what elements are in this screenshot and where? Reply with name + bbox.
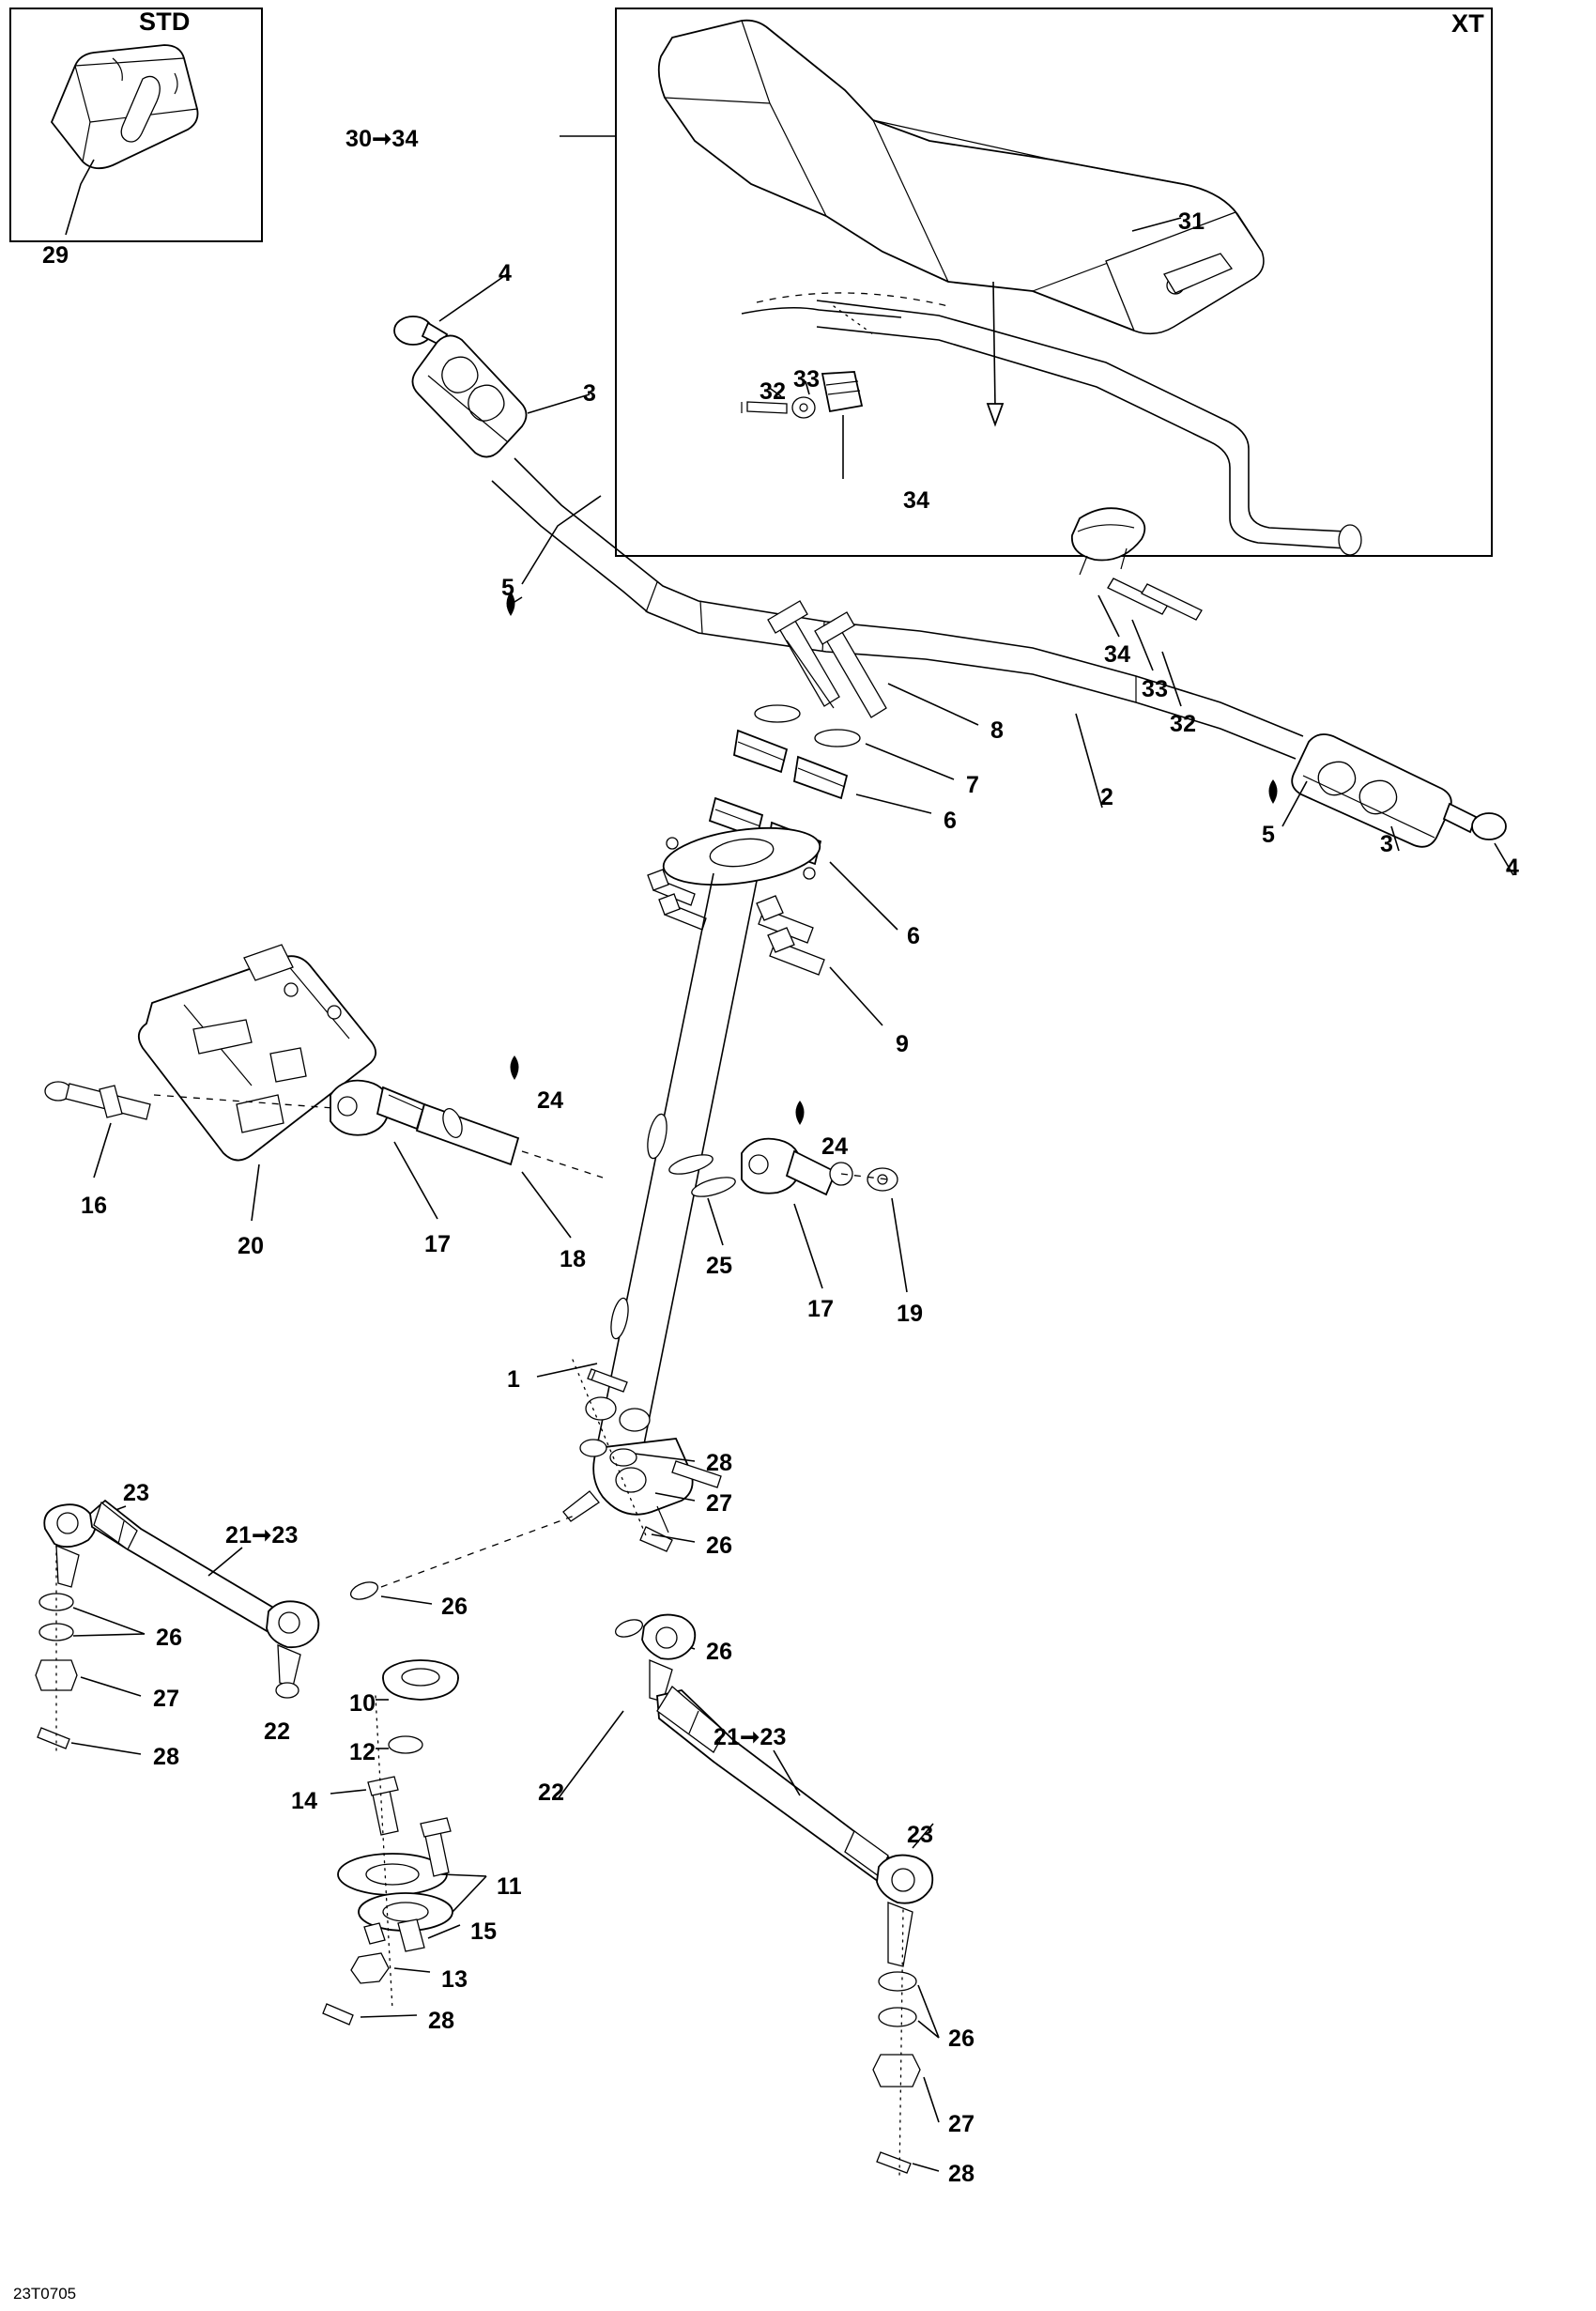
callout-7: 7	[966, 772, 980, 798]
part-8-bolts	[768, 601, 886, 717]
part-9-bolts	[757, 896, 824, 975]
callout-27-top: 27	[706, 1490, 733, 1517]
callout-33-left: 33	[793, 366, 821, 393]
part-22-right-rod	[657, 1687, 894, 1882]
part-23-right-end	[877, 1856, 932, 1966]
callout-19: 19	[897, 1301, 924, 1327]
part-33-32-right	[1108, 578, 1202, 620]
part-7-washers	[755, 705, 860, 747]
callout-32-right: 32	[1170, 711, 1197, 737]
callout-11: 11	[497, 1873, 522, 1900]
callout-26-bottom-right: 26	[948, 2026, 975, 2052]
part-18-rod	[417, 1104, 518, 1164]
callout-17-right: 17	[807, 1296, 835, 1322]
callout-32-left: 32	[760, 378, 787, 405]
callout-33-right: 33	[1142, 676, 1169, 702]
callout-3-right: 3	[1380, 831, 1394, 857]
callout-23-left: 23	[123, 1480, 150, 1506]
callout-24-right: 24	[821, 1133, 849, 1160]
callout-9: 9	[896, 1031, 910, 1057]
part-31-shape	[659, 21, 1264, 334]
callout-28-left: 28	[153, 1744, 180, 1770]
callout-10: 10	[349, 1690, 376, 1717]
callout-22-left: 22	[264, 1718, 291, 1745]
part-29-shape	[52, 45, 198, 168]
callout-24-left: 24	[537, 1087, 564, 1114]
callout-4-right: 4	[1506, 855, 1520, 881]
callout-1: 1	[507, 1366, 521, 1393]
callout-27-left: 27	[153, 1686, 180, 1712]
part-34-shape	[1072, 508, 1144, 575]
callout-8: 8	[990, 717, 1005, 744]
callout-25: 25	[706, 1253, 733, 1279]
part-21-23-right-joint	[642, 1615, 695, 1702]
hardware-28-top	[588, 1369, 627, 1392]
callout-26-left: 26	[156, 1625, 183, 1651]
callout-26-column-right: 26	[706, 1639, 733, 1665]
part-21-23-left-joint	[267, 1601, 318, 1698]
callout-4-left: 4	[499, 260, 513, 286]
part-25-washers	[668, 1151, 738, 1201]
part-19-nut	[867, 1168, 898, 1191]
callout-29: 29	[42, 242, 69, 269]
callout-12: 12	[349, 1739, 376, 1765]
panel-label-xt: XT	[1451, 9, 1484, 38]
part-5-right-oil	[1269, 779, 1278, 804]
panel-label-std: STD	[139, 8, 191, 36]
callout-26-top: 26	[706, 1533, 733, 1559]
callout-21-23-left: 21➞23	[225, 1522, 299, 1548]
callout-34-left: 34	[903, 487, 930, 514]
part-3-right-grip	[1292, 734, 1451, 847]
callout-23-right: 23	[907, 1822, 934, 1848]
part-28-lower-center	[323, 2004, 353, 2025]
steering-head-plate	[660, 820, 823, 894]
part-23-left-end	[44, 1504, 95, 1587]
callout-3-left: 3	[583, 380, 597, 407]
part-24-right-oil	[796, 1101, 805, 1125]
part-22-left-rod	[90, 1501, 280, 1632]
hardware-27-top	[586, 1397, 650, 1431]
callout-17-left: 17	[424, 1231, 452, 1257]
part-12-washer	[389, 1736, 422, 1753]
callout-16: 16	[81, 1193, 108, 1219]
callout-22-right: 22	[538, 1779, 565, 1806]
document-code: 23T0705	[13, 2285, 77, 2303]
callout-31: 31	[1178, 208, 1205, 235]
callout-26-column-left: 26	[441, 1594, 468, 1620]
callout-30-34: 30➞34	[345, 126, 419, 152]
part-14-bolt	[368, 1777, 398, 1835]
callout-6-lower: 6	[907, 923, 921, 949]
callout-28-bottom-right: 28	[948, 2161, 975, 2187]
part-24-left-oil	[511, 1055, 519, 1080]
callout-28-top: 28	[706, 1450, 733, 1476]
washers-26-27-28-left	[36, 1594, 77, 1749]
callout-5-left: 5	[501, 575, 515, 601]
callout-27-bottom-right: 27	[948, 2111, 975, 2137]
callout-34-right: 34	[1104, 641, 1131, 668]
callout-5-right: 5	[1262, 822, 1276, 848]
callout-18: 18	[560, 1246, 587, 1272]
part-4-right	[1444, 804, 1506, 840]
callout-14: 14	[291, 1788, 318, 1814]
washers-26-27-28-bottom-right	[873, 1972, 920, 2173]
part-13-nut	[351, 1923, 389, 1983]
callout-15: 15	[470, 1918, 498, 1945]
callout-20: 20	[238, 1233, 265, 1259]
washer-26-left	[348, 1579, 380, 1602]
callout-6-upper: 6	[944, 808, 958, 834]
callout-28-center: 28	[428, 2008, 455, 2034]
callout-21-23-right: 21➞23	[714, 1724, 787, 1750]
part-16-bolt	[45, 1082, 150, 1119]
callout-2: 2	[1100, 784, 1114, 810]
part-17-left-joint	[330, 1081, 424, 1135]
part-10-cap	[383, 1660, 458, 1700]
part-3-left-grip	[412, 335, 526, 456]
xt-handlebar-shape	[742, 293, 1361, 555]
washer-26-right	[613, 1616, 645, 1640]
callout-13: 13	[441, 1966, 468, 1993]
